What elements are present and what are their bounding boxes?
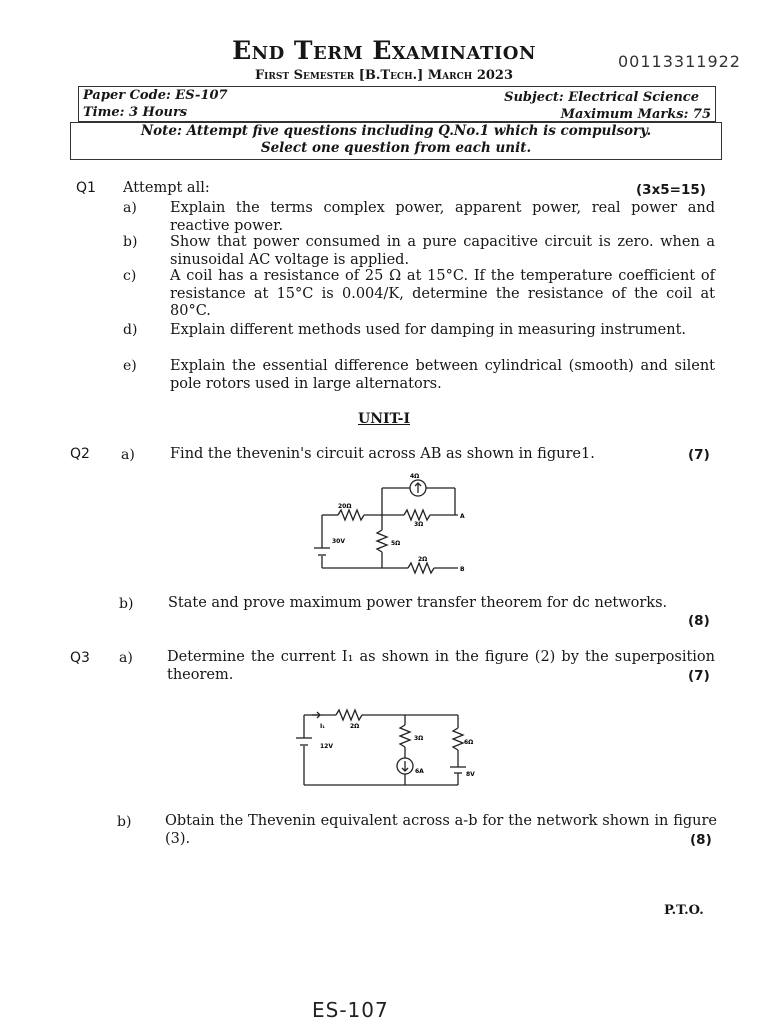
fig2-r2-label: 3Ω	[414, 735, 424, 742]
q2a-marks: (7)	[688, 447, 710, 463]
fig2-source2-label: 8V	[466, 771, 475, 778]
q1b-text: Show that power consumed in a pure capacitive circuit is zero. when a sinusoidal AC voltage is applied.	[170, 234, 715, 268]
handwritten-paper-code: ES-107	[312, 998, 389, 1022]
paper-code: Paper Code: ES-107	[83, 88, 228, 103]
q3b-text: Obtain the Thevenin equivalent across a-b for the network shown in figure (3).	[165, 813, 717, 847]
exam-title: End Term Examination	[232, 36, 536, 65]
q1a-label: a)	[123, 200, 137, 216]
fig1-r2-label: 5Ω	[391, 540, 401, 547]
pto-label: P.T.O.	[664, 903, 704, 918]
subject: Subject: Electrical Science	[504, 90, 699, 105]
q1-number: Q1	[76, 180, 96, 196]
note-line-1: Note: Attempt five questions including Q.No.1 which is compulsory.	[140, 123, 652, 139]
fig1-current-source-label: 4Ω	[410, 473, 420, 480]
q3a-text: Determine the current I₁ as shown in the figure (2) by the superposition theorem.	[167, 649, 715, 683]
unit-heading: UNIT-I	[357, 411, 410, 427]
fig2-r1-label: 2Ω	[350, 723, 360, 730]
q1-intro: Attempt all:	[123, 180, 210, 196]
time-allowed: Time: 3 Hours	[83, 105, 188, 120]
fig1-r4-label: 2Ω	[418, 556, 428, 563]
fig1-node-a: A	[460, 513, 465, 520]
q2b-text: State and prove maximum power transfer theorem for dc networks.	[168, 595, 668, 611]
fig2-current-source-label: 6A	[415, 768, 424, 775]
exam-subtitle: First Semester [B.Tech.] March 2023	[254, 68, 514, 83]
q2a-text: Find the thevenin's circuit across AB as shown in figure1.	[170, 446, 595, 462]
paper-info-box	[78, 86, 716, 122]
q1a-text: Explain the terms complex power, apparent power, real power and reactive power.	[170, 200, 715, 234]
q1b-label: b)	[123, 234, 138, 250]
fig1-source-label: 30V	[332, 538, 345, 545]
note-line-2: Select one question from each unit.	[260, 140, 532, 156]
q2-number: Q2	[70, 446, 90, 462]
q3b-marks: (8)	[690, 832, 712, 848]
q3-number: Q3	[70, 650, 90, 666]
q3b-label: b)	[117, 814, 132, 830]
q1e-text: Explain the essential difference between cylindrical (smooth) and silent pole rotors used in large alternators.	[170, 358, 715, 392]
q1d-label: d)	[123, 322, 138, 338]
q2b-marks: (8)	[688, 613, 710, 629]
q2b-label: b)	[119, 596, 134, 612]
q1-marks: (3x5=15)	[636, 182, 706, 198]
note-box	[70, 122, 722, 160]
q3a-label: a)	[119, 650, 133, 666]
maximum-marks: Maximum Marks: 75	[560, 107, 711, 122]
fig1-r3-label: 3Ω	[414, 521, 424, 528]
q1c-label: c)	[123, 268, 137, 284]
q2a-label: a)	[121, 447, 135, 463]
figure-2-circuit	[290, 700, 490, 800]
fig2-source1-label: 12V	[320, 743, 333, 750]
fig1-node-b: B	[460, 566, 465, 573]
fig2-current-label: I₁	[320, 723, 325, 730]
q1e-label: e)	[123, 358, 137, 374]
q1c-text: A coil has a resistance of 25 Ω at 15°C. If the temperature coefficient of resistance at 15°C is 0.004/K, determine the resistance of the coil at 80°C.	[170, 268, 715, 319]
handwritten-roll-number: 00113311922	[618, 52, 741, 71]
q3a-marks: (7)	[688, 668, 710, 684]
figure-1-circuit	[310, 470, 490, 580]
fig2-r3-label: 6Ω	[464, 739, 474, 746]
fig1-r1-label: 20Ω	[338, 503, 352, 510]
q1d-text: Explain different methods used for damping in measuring instrument.	[170, 322, 687, 338]
